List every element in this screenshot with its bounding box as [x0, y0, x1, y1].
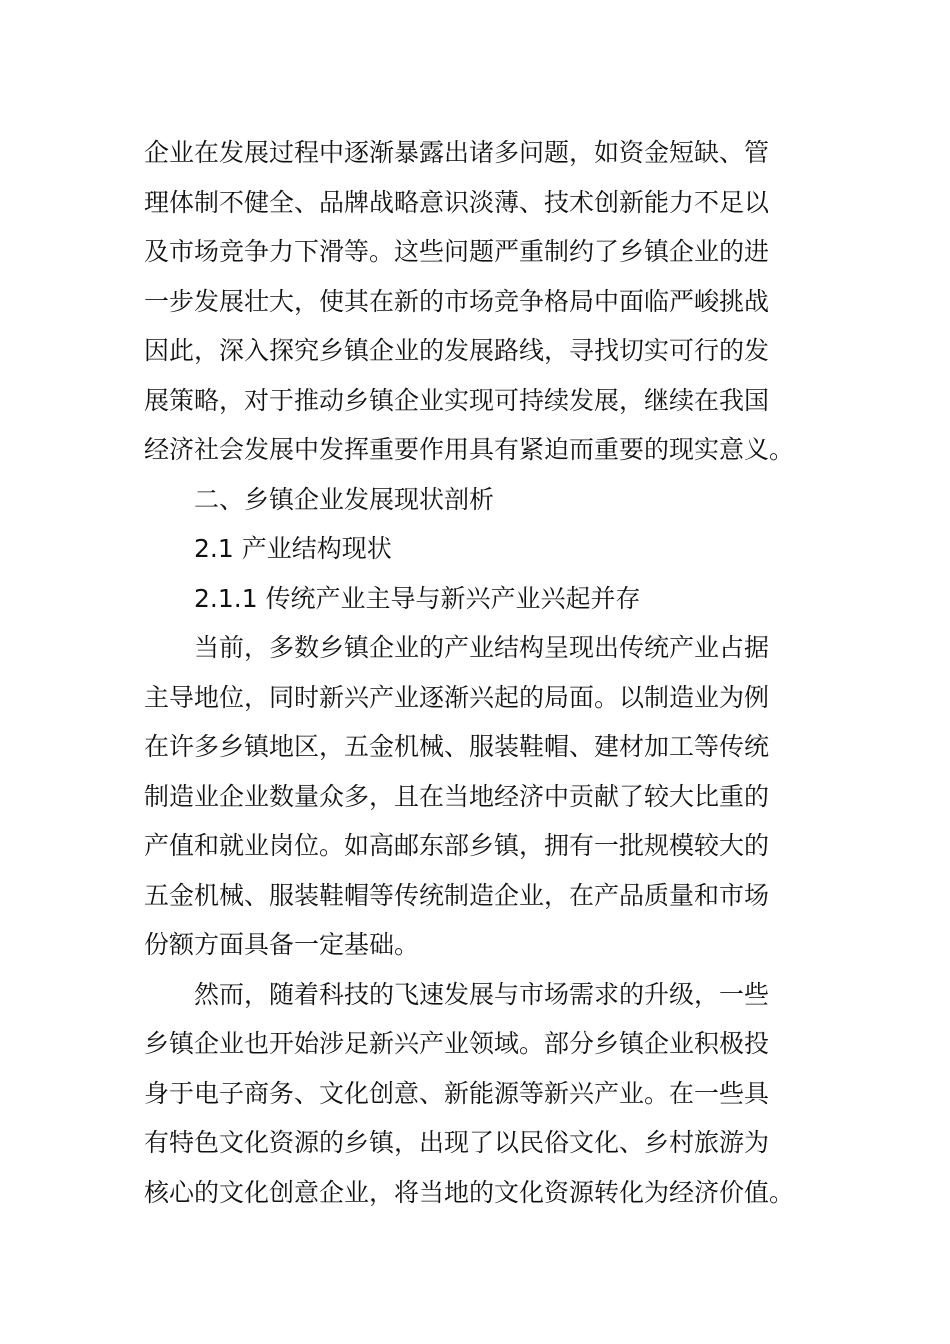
- text-line: 五金机械、服装鞋帽等传统制造企业，在产品质量和市场: [144, 880, 770, 910]
- text-line: 主导地位，同时新兴产业逐渐兴起的局面。以制造业为例: [144, 682, 770, 712]
- document-body: [144, 128, 809, 1217]
- subsection-heading: 2.1 产业结构现状: [194, 534, 392, 563]
- text-line: 有特色文化资源的乡镇，出现了以民俗文化、乡村旅游为: [144, 1128, 770, 1157]
- paragraph-first-line: 然而，随着科技的飞速发展与市场需求的升级，一些: [194, 979, 770, 1009]
- text-line: 制造业企业数量众多，且在当地经济中贡献了较大比重的: [144, 781, 770, 811]
- text-line: 一步发展壮大，使其在新的市场竞争格局中面临严峻挑战: [144, 286, 770, 316]
- text-line: 份额方面具备一定基础。: [144, 930, 420, 959]
- text-line: 核心的文化创意企业，将当地的文化资源转化为经济价值。: [144, 1177, 795, 1207]
- text-line: 身于电子商务、文化创意、新能源等新兴产业。在一些具: [144, 1078, 770, 1108]
- text-line: 展策略，对于推动乡镇企业实现可持续发展，继续在我国: [144, 385, 770, 415]
- text-line: 经济社会发展中发挥重要作用具有紧迫而重要的现实意义。: [144, 435, 795, 464]
- text-line: 因此，深入探究乡镇企业的发展路线，寻找切实可行的发: [144, 336, 770, 365]
- subsubsection-heading: 2.1.1 传统产业主导与新兴产业兴起并存: [194, 583, 641, 613]
- paragraph-first-line: 当前，多数乡镇企业的产业结构呈现出传统产业占据: [194, 633, 770, 662]
- text-line: 理体制不健全、品牌战略意识淡薄、技术创新能力不足以: [144, 187, 770, 217]
- text-line: 及市场竞争力下滑等。这些问题严重制约了乡镇企业的进: [144, 237, 770, 266]
- text-line: 企业在发展过程中逐渐暴露出诸多问题，如资金短缺、管: [144, 138, 770, 167]
- text-line: 乡镇企业也开始涉足新兴产业领域。部分乡镇企业积极投: [144, 1029, 770, 1058]
- section-heading: 二、乡镇企业发展现状剖析: [194, 484, 495, 514]
- text-line: 在许多乡镇地区，五金机械、服装鞋帽、建材加工等传统: [144, 732, 770, 761]
- text-line: 产值和就业岗位。如高邮东部乡镇，拥有一批规模较大的: [144, 831, 770, 860]
